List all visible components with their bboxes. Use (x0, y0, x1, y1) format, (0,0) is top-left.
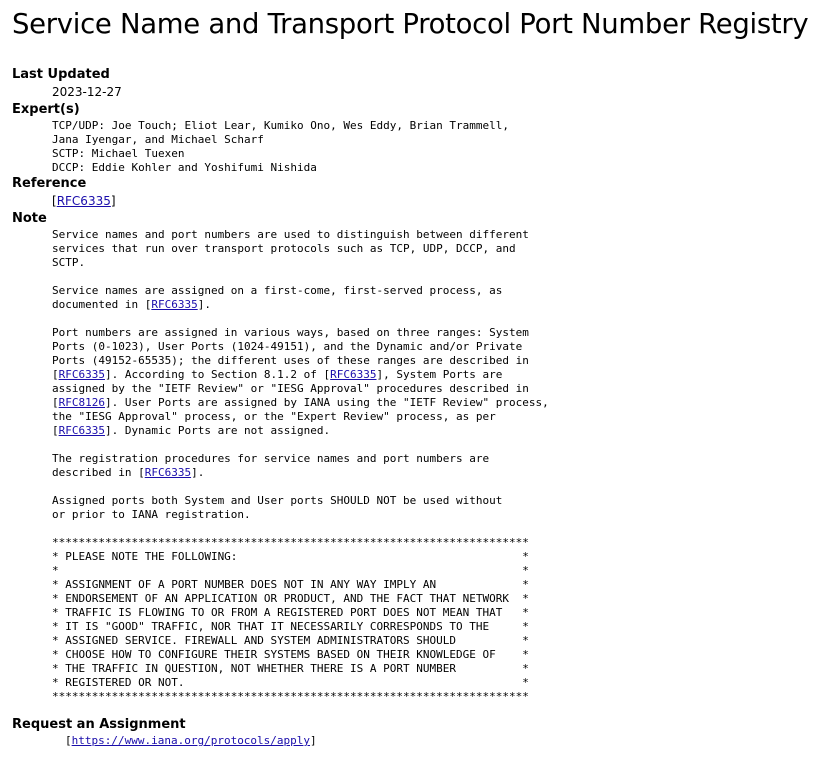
note-paragraph-2: Service names are assigned on a first-come, first-served process, as documented in [RFC6335]. (52, 284, 503, 311)
last-updated-value: 2023-12-27 (52, 85, 122, 99)
experts-line: TCP/UDP: Joe Touch; Eliot Lear, Kumiko Ono, Wes Eddy, Brian Trammell, (52, 119, 509, 132)
note-paragraph-3: Port numbers are assigned in various ways, based on three ranges: System Ports (0-1023), User Ports (1024-49151), and the Dynamic and/or Private Ports (49152-65535); the different uses of these ranges are described in [RFC6335]. According to Section 8.1.2 of [RFC6335], System Ports are assigned by the "IETF Review" or "IESG Approval" procedures described in [RFC8126]. User Ports are assigned by IANA using the "IETF Review" process, the "IESG Approval" process, or the "Expert Review" process, as per [RFC6335]. Dynamic Ports are not assigned. (52, 326, 549, 437)
rfc-link[interactable]: RFC8126 (58, 396, 105, 409)
registry-metadata (12, 66, 802, 748)
rfc-link[interactable]: RFC6335 (151, 298, 198, 311)
rfc-link[interactable]: RFC6335 (58, 368, 105, 381)
request-assignment-link[interactable]: https://www.iana.org/protocols/apply (71, 734, 311, 747)
note-paragraph-4: The registration procedures for service names and port numbers are described in [RFC6335]. (52, 452, 490, 479)
experts-line: Jana Iyengar, and Michael Scharf (52, 133, 264, 146)
request-assignment-value: [https://www.iana.org/protocols/apply] (65, 734, 317, 747)
note-paragraph-5: Assigned ports both System and User ports SHOULD NOT be used without or prior to IANA registration. (52, 494, 503, 521)
last-updated-label: Last Updated (12, 67, 110, 82)
note-body (52, 228, 802, 704)
rfc-link[interactable]: RFC6335 (330, 368, 377, 381)
reference-value: [RFC6335] (52, 194, 116, 208)
port-assignment-notice-box: ************************************************************************ * PLEASE NOTE THE FOLLOWING: * * * * ASSIGNMENT OF A PORT NUMBER DOES NOT IN ANY WAY IMPLY AN * * ENDORSEMENT OF AN APPLICATION OR PRODUCT, AND THE FACT THAT NETWORK * * TRAFFIC IS FLOWING TO OR FROM A REGISTERED PORT DOES NOT MEAN THAT * * IT IS "GOOD" TRAFFIC, NOR THAT IT NECESSARILY CORRESPONDS TO THE * * ASSIGNED SERVICE. FIREWALL AND SYSTEM ADMINISTRATORS SHOULD * * CHOOSE HOW TO CONFIGURE THEIR SYSTEMS BASED ON THEIR KNOWLEDGE OF * * THE TRAFFIC IN QUESTION, NOT WHETHER THERE IS A PORT NUMBER * * REGISTERED OR NOT. * ************************************************************************ (52, 536, 529, 703)
reference-rfc-link[interactable]: RFC6335 (56, 194, 111, 208)
experts-label: Expert(s) (12, 102, 80, 117)
reference-label: Reference (12, 176, 87, 191)
experts-list (52, 119, 802, 175)
rfc-link[interactable]: RFC6335 (144, 466, 192, 479)
page-title: Service Name and Transport Protocol Port Number Registry (12, 8, 809, 40)
note-paragraph-1: Service names and port numbers are used to distinguish between different services that run over transport protocols such as TCP, UDP, DCCP, and SCTP. (52, 228, 529, 269)
experts-line: SCTP: Michael Tuexen (52, 147, 185, 160)
request-assignment-label: Request an Assignment (12, 717, 186, 732)
experts-line: DCCP: Eddie Kohler and Yoshifumi Nishida (52, 161, 317, 174)
rfc-link[interactable]: RFC6335 (58, 424, 105, 437)
note-label: Note (12, 211, 47, 226)
